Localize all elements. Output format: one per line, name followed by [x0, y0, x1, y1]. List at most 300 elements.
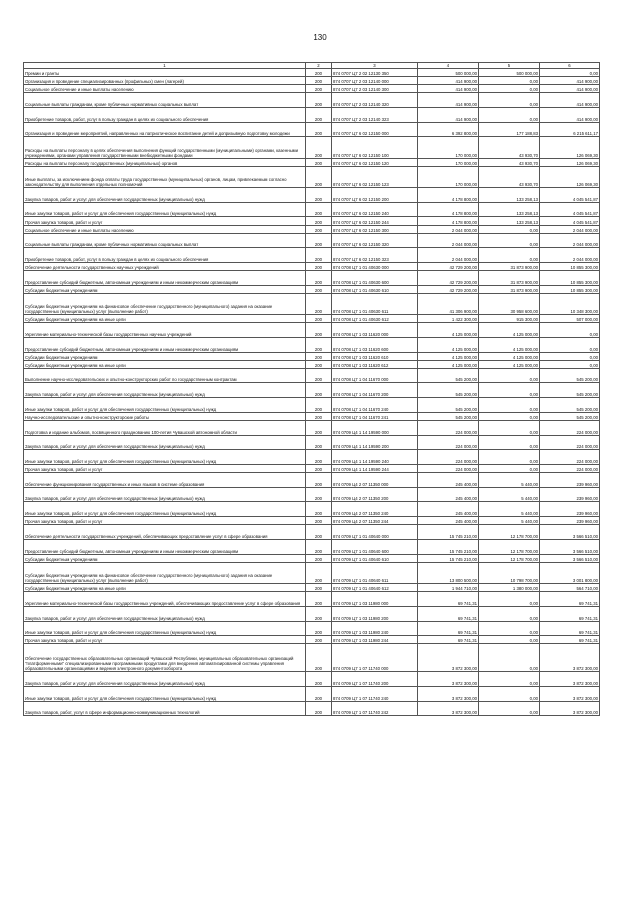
row-group-cell: 200 [306, 539, 332, 554]
row-col4-cell: 245 400,00 [418, 517, 479, 525]
row-col6-cell: 3 872 300,00 [540, 644, 600, 672]
row-col5-cell: 31 873 900,00 [479, 262, 540, 270]
row-col6-cell: 4 045 541,87 [540, 202, 600, 217]
row-code-cell: 874 0709 Ц7 1 03 11980 200 [332, 606, 418, 621]
row-col4-cell: 42 729 200,00 [418, 285, 479, 293]
row-col5-cell: 12 178 700,00 [479, 525, 540, 540]
row-group-cell: 200 [306, 225, 332, 233]
table-row [24, 202, 600, 217]
table-row [24, 554, 600, 562]
row-group-cell: 200 [306, 360, 332, 368]
row-col5-cell: 0,00 [479, 701, 540, 716]
row-col4-cell: 245 400,00 [418, 502, 479, 517]
row-col5-cell: 31 873 900,00 [479, 271, 540, 286]
row-code-cell: 874 0708 Ц7 1 04 11670 000 [332, 368, 418, 383]
row-group-cell: 200 [306, 517, 332, 525]
row-code-cell: 874 0709 Ц7 1 07 11740 000 [332, 644, 418, 672]
row-col5-cell: 0,00 [479, 420, 540, 435]
row-group-cell: 200 [306, 398, 332, 413]
row-col5-cell: 4 125 000,00 [479, 323, 540, 338]
table-row [24, 398, 600, 413]
row-group-cell: 200 [306, 383, 332, 398]
row-group-cell: 200 [306, 592, 332, 607]
row-col6-cell: 3 872 300,00 [540, 686, 600, 701]
row-code-cell: 874 0709 Ц4 1 14 19590 240 [332, 450, 418, 465]
table-row [24, 412, 600, 420]
row-code-cell: 874 0709 Ц7 1 01 40640 000 [332, 525, 418, 540]
table-row [24, 368, 600, 383]
row-name-cell: Приобретение товаров, работ, услуг в пользу граждан в целях их социального обеспечения [24, 248, 306, 263]
row-group-cell: 200 [306, 525, 332, 540]
row-col5-cell: 0,00 [479, 107, 540, 122]
row-name-cell: Закупка товаров, работ и услуг для обеспечения государственных (муниципальных) нужд [24, 487, 306, 502]
row-group-cell: 200 [306, 315, 332, 323]
row-name-cell: Субсидии бюджетным учреждениям [24, 554, 306, 562]
row-code-cell: 874 0709 Ц4 2 07 11350 240 [332, 502, 418, 517]
row-col6-cell: 545 200,00 [540, 383, 600, 398]
table-row [24, 262, 600, 270]
row-col4-cell: 15 745 210,00 [418, 554, 479, 562]
row-col6-cell: 69 741,31 [540, 592, 600, 607]
table-row [24, 158, 600, 166]
row-col4-cell: 545 200,00 [418, 383, 479, 398]
row-col5-cell: 133 258,13 [479, 217, 540, 225]
table-row [24, 383, 600, 398]
row-col6-cell: 414 900,00 [540, 107, 600, 122]
row-name-cell: Подготовка и издание альбомов, посвященного празднованию 100-летия Чувашской автономной области [24, 420, 306, 435]
row-col5-cell: 0,00 [479, 248, 540, 263]
row-name-cell: Обеспечение государственных образовательных организаций Чувашской Республики, муниципальных образовательных организаций "платформенными" специализированными программными продуктами для внедрения автоматизированной системы управления образовательными организациями и ведения электронного документооборота [24, 644, 306, 672]
row-code-cell: 874 0709 Ц4 2 07 11350 000 [332, 473, 418, 488]
row-col5-cell: 500 000,00 [479, 69, 540, 77]
row-code-cell: 874 0709 Ц7 1 01 40640 611 [332, 562, 418, 583]
row-name-cell: Закупка товаров, работ и услуг для обеспечения государственных (муниципальных) нужд [24, 672, 306, 687]
table-row [24, 525, 600, 540]
row-group-cell: 200 [306, 487, 332, 502]
row-col6-cell: 0,00 [540, 323, 600, 338]
row-col4-cell: 41 306 900,00 [418, 293, 479, 314]
row-group-cell: 200 [306, 473, 332, 488]
row-code-cell: 874 0707 Ц7 6 02 12150 100 [332, 137, 418, 158]
row-name-cell: Расходы на выплаты персоналу в целях обеспечения выполнения функций государственными (муниципальными) органами, казенными учреждениями, органами управления государственными внебюджетными фондами [24, 137, 306, 158]
row-col4-cell: 42 729 200,00 [418, 262, 479, 270]
row-col5-cell: 133 258,13 [479, 188, 540, 203]
row-col6-cell: 0,00 [540, 69, 600, 77]
row-col4-cell: 245 400,00 [418, 473, 479, 488]
row-name-cell: Прочая закупка товаров, работ и услуг [24, 217, 306, 225]
row-col6-cell: 224 000,00 [540, 465, 600, 473]
row-col4-cell: 414 900,00 [418, 77, 479, 85]
row-col5-cell: 0,00 [479, 412, 540, 420]
table-row [24, 487, 600, 502]
row-col6-cell: 0,00 [540, 337, 600, 352]
row-col5-cell: 0,00 [479, 435, 540, 450]
row-col6-cell: 10 855 300,00 [540, 262, 600, 270]
table-row [24, 584, 600, 592]
row-col6-cell: 126 069,30 [540, 137, 600, 158]
row-col5-cell: 5 440,00 [479, 502, 540, 517]
row-col4-cell: 4 125 000,00 [418, 337, 479, 352]
row-group-cell: 200 [306, 352, 332, 360]
row-name-cell: Субсидии бюджетным учреждениям на финансовое обеспечение государственного (муниципального) задания на оказание государственных (муниципальных) услуг (выполнение работ) [24, 293, 306, 314]
row-name-cell: Организация и проведение специализированных (профильных) смен (лагерей) [24, 77, 306, 85]
row-col4-cell: 170 000,00 [418, 158, 479, 166]
row-name-cell: Иные выплаты, за исключением фонда оплаты труда государственных (муниципальных) органов, лицам, привлекаемым согласно законодательству для выполнения отдельных полномочий [24, 166, 306, 187]
table-row [24, 107, 600, 122]
row-col6-cell: 239 960,00 [540, 473, 600, 488]
row-name-cell: Закупка товаров, работ и услуг для обеспечения государственных (муниципальных) нужд [24, 383, 306, 398]
row-name-cell: Обеспечение деятельности государственных научных учреждений [24, 262, 306, 270]
row-col6-cell: 239 960,00 [540, 502, 600, 517]
header-cell: 5 [479, 63, 540, 69]
row-code-cell: 874 0709 Ц4 1 14 19590 244 [332, 465, 418, 473]
row-col4-cell: 224 000,00 [418, 465, 479, 473]
table-row [24, 420, 600, 435]
table-row [24, 315, 600, 323]
table-row [24, 539, 600, 554]
row-group-cell: 200 [306, 701, 332, 716]
row-group-cell: 200 [306, 293, 332, 314]
row-col6-cell: 4 045 541,87 [540, 217, 600, 225]
table-row [24, 473, 600, 488]
row-col4-cell: 4 125 000,00 [418, 323, 479, 338]
row-code-cell: 874 0708 Ц7 1 01 40630 600 [332, 271, 418, 286]
row-col6-cell: 545 200,00 [540, 398, 600, 413]
row-name-cell: Организация и проведение мероприятий, направленных на патриотическое воспитание детей и допризывную подготовку молодежи [24, 122, 306, 137]
row-col5-cell: 0,00 [479, 672, 540, 687]
row-col5-cell: 133 258,13 [479, 202, 540, 217]
row-group-cell: 200 [306, 420, 332, 435]
row-name-cell: Иные закупки товаров, работ и услуг для обеспечения государственных (муниципальных) нужд [24, 202, 306, 217]
table-row [24, 465, 600, 473]
row-col4-cell: 69 741,31 [418, 636, 479, 644]
table-row [24, 621, 600, 636]
row-group-cell: 200 [306, 248, 332, 263]
row-col6-cell: 3 566 510,00 [540, 554, 600, 562]
row-group-cell: 200 [306, 85, 332, 93]
table-row [24, 592, 600, 607]
row-col6-cell: 2 044 000,00 [540, 225, 600, 233]
row-name-cell: Социальные выплаты гражданам, кроме публичных нормативных социальных выплат [24, 233, 306, 248]
row-group-cell: 200 [306, 107, 332, 122]
budget-table [23, 62, 600, 716]
row-name-cell: Премии и гранты [24, 69, 306, 77]
row-code-cell: 874 0708 Ц7 1 04 11670 240 [332, 398, 418, 413]
row-code-cell: 874 0707 Ц7 2 03 12140 320 [332, 93, 418, 108]
table-row [24, 77, 600, 85]
row-group-cell: 200 [306, 621, 332, 636]
table-row [24, 323, 600, 338]
row-name-cell: Прочая закупка товаров, работ и услуг [24, 465, 306, 473]
row-name-cell: Обеспечение деятельности государственных учреждений, обеспечивающих предоставление услуг в сфере образования [24, 525, 306, 540]
row-group-cell: 200 [306, 93, 332, 108]
row-col5-cell: 31 873 900,00 [479, 285, 540, 293]
row-col4-cell: 170 000,00 [418, 166, 479, 187]
row-group-cell: 200 [306, 554, 332, 562]
table-row [24, 337, 600, 352]
row-name-cell: Субсидии бюджетным учреждениям на иные цели [24, 360, 306, 368]
row-col6-cell: 3 872 300,00 [540, 672, 600, 687]
row-col6-cell: 126 069,30 [540, 166, 600, 187]
row-code-cell: 874 0707 Ц7 6 02 12150 120 [332, 158, 418, 166]
row-name-cell: Субсидии бюджетным учреждениям [24, 352, 306, 360]
row-col6-cell: 10 855 300,00 [540, 271, 600, 286]
table-row [24, 271, 600, 286]
table-row [24, 293, 600, 314]
row-col5-cell: 12 178 700,00 [479, 554, 540, 562]
row-col6-cell: 224 000,00 [540, 435, 600, 450]
row-group-cell: 200 [306, 202, 332, 217]
row-code-cell: 874 0707 Ц7 2 03 12140 323 [332, 107, 418, 122]
table-row [24, 562, 600, 583]
row-code-cell: 874 0709 Ц7 1 07 11740 242 [332, 701, 418, 716]
row-code-cell: 874 0707 Ц7 6 02 12150 300 [332, 225, 418, 233]
row-col6-cell: 10 855 300,00 [540, 285, 600, 293]
row-group-cell: 200 [306, 435, 332, 450]
row-col4-cell: 224 000,00 [418, 435, 479, 450]
row-col6-cell: 0,00 [540, 352, 600, 360]
row-group-cell: 200 [306, 412, 332, 420]
row-code-cell: 874 0708 Ц7 1 01 40630 611 [332, 293, 418, 314]
row-col5-cell: 12 178 700,00 [479, 539, 540, 554]
row-code-cell: 874 0707 Ц7 6 02 12150 323 [332, 248, 418, 263]
row-code-cell: 874 0708 Ц7 1 04 11670 241 [332, 412, 418, 420]
table-row [24, 360, 600, 368]
row-col5-cell: 915 300,00 [479, 315, 540, 323]
table-row [24, 166, 600, 187]
row-code-cell: 874 0708 Ц7 1 01 40630 610 [332, 285, 418, 293]
row-group-cell: 200 [306, 450, 332, 465]
row-name-cell: Иные закупки товаров, работ и услуг для обеспечения государственных (муниципальных) нужд [24, 502, 306, 517]
row-col4-cell: 545 200,00 [418, 368, 479, 383]
table-row [24, 248, 600, 263]
row-group-cell: 200 [306, 672, 332, 687]
header-cell: 4 [418, 63, 479, 69]
row-col5-cell: 0,00 [479, 450, 540, 465]
row-col5-cell: 0,00 [479, 621, 540, 636]
row-col5-cell: 0,00 [479, 465, 540, 473]
row-col6-cell: 239 960,00 [540, 517, 600, 525]
row-group-cell: 200 [306, 158, 332, 166]
row-col5-cell: 0,00 [479, 383, 540, 398]
row-col6-cell: 224 000,00 [540, 420, 600, 435]
table-row [24, 686, 600, 701]
row-col4-cell: 414 900,00 [418, 93, 479, 108]
row-col4-cell: 69 741,31 [418, 606, 479, 621]
row-group-cell: 200 [306, 69, 332, 77]
row-group-cell: 200 [306, 337, 332, 352]
row-col6-cell: 69 741,31 [540, 606, 600, 621]
row-col6-cell: 6 215 611,17 [540, 122, 600, 137]
table-row [24, 188, 600, 203]
row-col4-cell: 170 000,00 [418, 137, 479, 158]
row-code-cell: 874 0709 Ц7 1 01 40640 610 [332, 554, 418, 562]
row-col4-cell: 42 729 200,00 [418, 271, 479, 286]
row-col6-cell: 3 872 300,00 [540, 701, 600, 716]
row-code-cell: 874 0707 Ц7 6 02 12150 200 [332, 188, 418, 203]
row-name-cell: Приобретение товаров, работ, услуг в пользу граждан в целях их социального обеспечения [24, 107, 306, 122]
table-row [24, 69, 600, 77]
row-col5-cell: 43 930,70 [479, 137, 540, 158]
row-code-cell: 874 0709 Ц4 1 14 19590 200 [332, 435, 418, 450]
row-name-cell: Закупка товаров, работ и услуг для обеспечения государственных (муниципальных) нужд [24, 606, 306, 621]
row-col5-cell: 0,00 [479, 77, 540, 85]
row-col6-cell: 564 710,00 [540, 584, 600, 592]
table-row [24, 233, 600, 248]
row-code-cell: 874 0707 Ц7 2 03 12140 000 [332, 77, 418, 85]
row-group-cell: 200 [306, 137, 332, 158]
row-col4-cell: 2 044 000,00 [418, 225, 479, 233]
row-code-cell: 874 0709 Ц7 1 01 40640 612 [332, 584, 418, 592]
row-name-cell: Субсидии бюджетным учреждениям на иные цели [24, 315, 306, 323]
row-name-cell: Иные закупки товаров, работ и услуг для обеспечения государственных (муниципальных) нужд [24, 398, 306, 413]
row-col4-cell: 4 125 000,00 [418, 360, 479, 368]
table-row [24, 217, 600, 225]
row-col6-cell: 2 044 000,00 [540, 248, 600, 263]
row-code-cell: 874 0708 Ц7 1 03 11620 600 [332, 337, 418, 352]
row-col5-cell: 0,00 [479, 233, 540, 248]
row-col6-cell: 224 000,00 [540, 450, 600, 465]
row-col5-cell: 1 380 000,00 [479, 584, 540, 592]
row-code-cell: 874 0708 Ц7 1 03 11620 000 [332, 323, 418, 338]
row-name-cell: Субсидии бюджетным учреждениям [24, 285, 306, 293]
row-col4-cell: 69 741,31 [418, 621, 479, 636]
row-col5-cell: 0,00 [479, 368, 540, 383]
row-name-cell: Обеспечение функционирования государственных и иных языков в системе образования [24, 473, 306, 488]
row-col6-cell: 545 200,00 [540, 368, 600, 383]
table-row [24, 517, 600, 525]
row-code-cell: 874 0708 Ц7 1 01 40630 000 [332, 262, 418, 270]
row-col4-cell: 6 392 800,00 [418, 122, 479, 137]
row-col4-cell: 4 178 800,00 [418, 217, 479, 225]
row-col6-cell: 69 741,31 [540, 621, 600, 636]
row-col4-cell: 4 125 000,00 [418, 352, 479, 360]
row-col6-cell: 545 200,00 [540, 412, 600, 420]
row-col5-cell: 0,00 [479, 606, 540, 621]
row-code-cell: 874 0709 Ц7 1 07 11740 200 [332, 672, 418, 687]
row-col5-cell: 0,00 [479, 398, 540, 413]
row-code-cell: 874 0707 Ц7 6 02 12150 123 [332, 166, 418, 187]
row-name-cell: Иные закупки товаров, работ и услуг для обеспечения государственных (муниципальных) нужд [24, 621, 306, 636]
row-code-cell: 874 0707 Ц7 6 02 12150 000 [332, 122, 418, 137]
table-row [24, 701, 600, 716]
row-col6-cell: 414 900,00 [540, 85, 600, 93]
row-code-cell: 874 0708 Ц7 1 04 11670 200 [332, 383, 418, 398]
row-col4-cell: 13 800 500,00 [418, 562, 479, 583]
row-name-cell: Предоставление субсидий бюджетным, автономным учреждениям и иным некоммерческим организациям [24, 539, 306, 554]
table-row [24, 502, 600, 517]
row-col6-cell: 126 069,30 [540, 158, 600, 166]
row-code-cell: 874 0707 Ц7 6 02 12150 320 [332, 233, 418, 248]
row-col4-cell: 3 872 300,00 [418, 672, 479, 687]
row-col4-cell: 414 900,00 [418, 85, 479, 93]
row-group-cell: 200 [306, 285, 332, 293]
row-col5-cell: 177 188,83 [479, 122, 540, 137]
row-col5-cell: 4 125 000,00 [479, 360, 540, 368]
row-group-cell: 200 [306, 122, 332, 137]
row-col6-cell: 69 741,31 [540, 636, 600, 644]
row-col4-cell: 224 000,00 [418, 420, 479, 435]
row-group-cell: 200 [306, 188, 332, 203]
row-name-cell: Субсидии бюджетным учреждениям на иные цели [24, 584, 306, 592]
row-col5-cell: 4 125 000,00 [479, 352, 540, 360]
row-col4-cell: 4 178 800,00 [418, 188, 479, 203]
row-group-cell: 200 [306, 323, 332, 338]
row-col4-cell: 414 900,00 [418, 107, 479, 122]
row-col6-cell: 3 566 510,00 [540, 539, 600, 554]
row-group-cell: 200 [306, 606, 332, 621]
row-col5-cell: 0,00 [479, 592, 540, 607]
row-col4-cell: 4 178 800,00 [418, 202, 479, 217]
row-col4-cell: 245 400,00 [418, 487, 479, 502]
row-group-cell: 200 [306, 502, 332, 517]
row-col4-cell: 2 044 000,00 [418, 248, 479, 263]
table-row [24, 225, 600, 233]
row-name-cell: Прочая закупка товаров, работ и услуг [24, 636, 306, 644]
header-cell: 3 [332, 63, 418, 69]
row-name-cell: Укрепление материально-технической базы государственных учреждений, обеспечивающих предоставление услуг в сфере образования [24, 592, 306, 607]
row-col6-cell: 414 900,00 [540, 93, 600, 108]
header-cell: 1 [24, 63, 306, 69]
row-col6-cell: 3 566 510,00 [540, 525, 600, 540]
table-row [24, 435, 600, 450]
row-name-cell: Укрепление материально-технической базы государственных научных учреждений [24, 323, 306, 338]
row-col5-cell: 43 930,70 [479, 158, 540, 166]
row-col5-cell: 0,00 [479, 93, 540, 108]
row-col4-cell: 1 944 710,00 [418, 584, 479, 592]
row-group-cell: 200 [306, 166, 332, 187]
row-col6-cell: 0,00 [540, 360, 600, 368]
row-group-cell: 200 [306, 636, 332, 644]
row-col5-cell: 5 440,00 [479, 473, 540, 488]
row-code-cell: 874 0709 Ц4 2 07 11350 200 [332, 487, 418, 502]
row-name-cell: Закупка товаров, работ и услуг для обеспечения государственных (муниципальных) нужд [24, 435, 306, 450]
row-name-cell: Иные закупки товаров, работ и услуг для обеспечения государственных (муниципальных) нужд [24, 686, 306, 701]
row-col4-cell: 3 872 300,00 [418, 686, 479, 701]
table-row [24, 644, 600, 672]
row-name-cell: Субсидии бюджетным учреждениям на финансовое обеспечение государственного (муниципального) задания на оказание государственных (муниципальных) услуг (выполнение работ) [24, 562, 306, 583]
row-col5-cell: 30 958 600,00 [479, 293, 540, 314]
row-code-cell: 874 0709 Ц7 1 07 11740 240 [332, 686, 418, 701]
row-col4-cell: 545 200,00 [418, 412, 479, 420]
row-col5-cell: 0,00 [479, 644, 540, 672]
header-cell: 6 [540, 63, 600, 69]
row-col4-cell: 15 745 210,00 [418, 525, 479, 540]
row-name-cell: Выполнение научно-исследовательских и опытно-конструкторских работ по государственным контрактам [24, 368, 306, 383]
table-row [24, 672, 600, 687]
row-code-cell: 874 0708 Ц7 1 01 40630 612 [332, 315, 418, 323]
row-col6-cell: 10 348 300,00 [540, 293, 600, 314]
table-row [24, 450, 600, 465]
row-code-cell: 874 0709 Ц4 1 14 19590 000 [332, 420, 418, 435]
table-row [24, 137, 600, 158]
row-col6-cell: 2 044 000,00 [540, 233, 600, 248]
table-row [24, 636, 600, 644]
row-col4-cell: 500 000,00 [418, 69, 479, 77]
row-group-cell: 200 [306, 368, 332, 383]
row-code-cell: 874 0707 Ц7 2 03 12140 300 [332, 85, 418, 93]
table-row [24, 85, 600, 93]
row-name-cell: Социальное обеспечение и иные выплаты населению [24, 225, 306, 233]
row-col5-cell: 4 125 000,00 [479, 337, 540, 352]
row-group-cell: 200 [306, 271, 332, 286]
table-row [24, 93, 600, 108]
row-col4-cell: 545 200,00 [418, 398, 479, 413]
row-code-cell: 874 0709 Ц7 1 01 40640 600 [332, 539, 418, 554]
row-col4-cell: 2 044 000,00 [418, 233, 479, 248]
row-name-cell: Расходы на выплаты персоналу государственных (муниципальных) органов [24, 158, 306, 166]
table-row [24, 122, 600, 137]
